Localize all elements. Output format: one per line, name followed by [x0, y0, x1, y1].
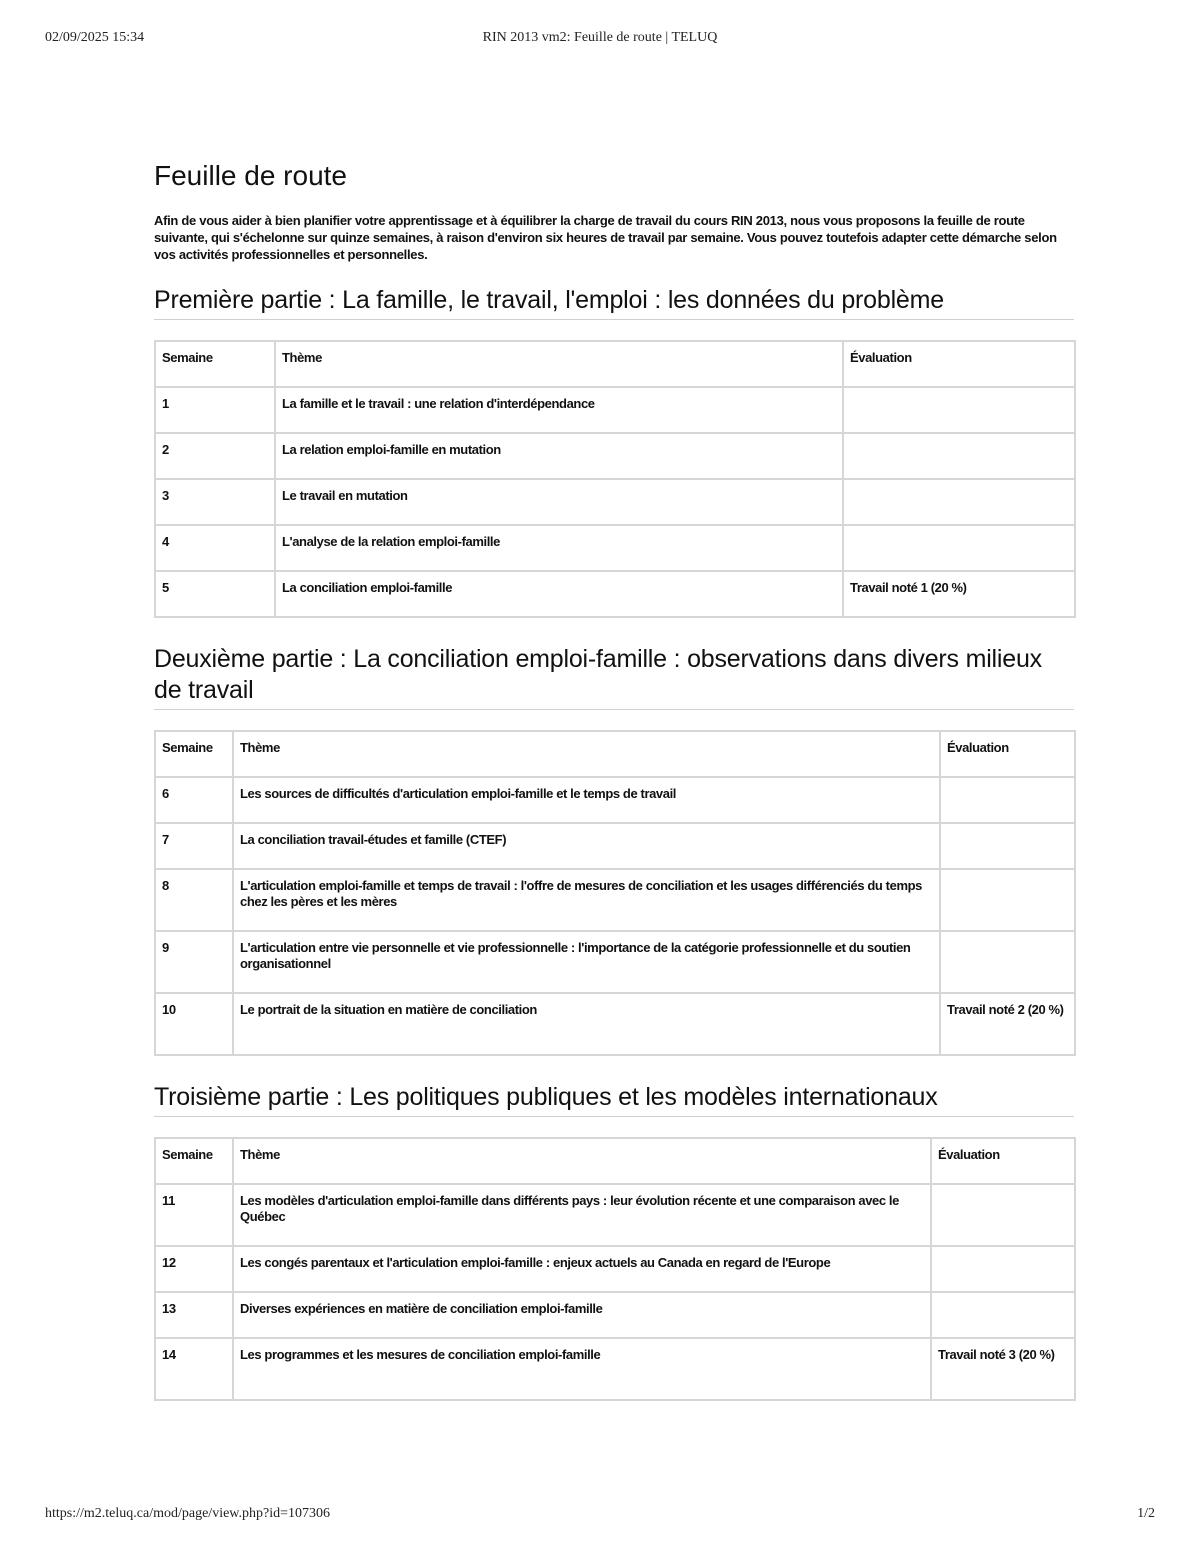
evaluation-cell [843, 525, 1075, 571]
theme-cell: Les congés parentaux et l'articulation emploi-famille : enjeux actuels au Canada en regard de l'Europe [233, 1246, 931, 1292]
evaluation-cell: Travail noté 1 (20 %) [843, 571, 1075, 617]
table-header-row [155, 731, 1075, 777]
week-number: 1 [155, 387, 275, 433]
theme-cell: Le travail en mutation [275, 479, 843, 525]
evaluation-cell [931, 1246, 1075, 1292]
table-row [155, 433, 1075, 479]
table-row [155, 479, 1075, 525]
column-header-week: Semaine [155, 1138, 233, 1184]
table-row [155, 1246, 1075, 1292]
evaluation-cell [940, 869, 1075, 931]
week-number: 4 [155, 525, 275, 571]
theme-cell: La conciliation travail-études et famille (CTEF) [233, 823, 940, 869]
week-number: 12 [155, 1246, 233, 1292]
week-number: 7 [155, 823, 233, 869]
theme-cell: L'articulation entre vie personnelle et vie professionnelle : l'importance de la catégorie professionnelle et du soutien organisationnel [233, 931, 940, 993]
table-row [155, 869, 1075, 931]
column-header-evaluation: Évaluation [940, 731, 1075, 777]
evaluation-cell: Travail noté 3 (20 %) [931, 1338, 1075, 1400]
theme-cell: Le portrait de la situation en matière de conciliation [233, 993, 940, 1055]
table-row [155, 777, 1075, 823]
table-row [155, 931, 1075, 993]
print-page-title: RIN 2013 vm2: Feuille de route | TELUQ [482, 30, 718, 45]
section-title-part-2: Deuxième partie : La conciliation emploi-famille : observations dans divers milieux de travail [154, 644, 1074, 710]
theme-cell: Les sources de difficultés d'articulation emploi-famille et le temps de travail [233, 777, 940, 823]
week-number: 13 [155, 1292, 233, 1338]
table-row [155, 525, 1075, 571]
evaluation-cell: Travail noté 2 (20 %) [940, 993, 1075, 1055]
theme-cell: La relation emploi-famille en mutation [275, 433, 843, 479]
week-number: 14 [155, 1338, 233, 1400]
evaluation-cell [843, 433, 1075, 479]
theme-cell: Diverses expériences en matière de conciliation emploi-famille [233, 1292, 931, 1338]
theme-cell: La conciliation emploi-famille [275, 571, 843, 617]
section-title-part-1: Première partie : La famille, le travail, l'emploi : les données du problème [154, 285, 1074, 320]
evaluation-cell [940, 823, 1075, 869]
table-header-row [155, 341, 1075, 387]
week-number: 6 [155, 777, 233, 823]
table-row [155, 1338, 1075, 1400]
evaluation-cell [931, 1292, 1075, 1338]
column-header-evaluation: Évaluation [843, 341, 1075, 387]
evaluation-cell [843, 387, 1075, 433]
roadmap-table-part-1 [154, 340, 1076, 618]
evaluation-cell [843, 479, 1075, 525]
theme-cell: Les modèles d'articulation emploi-famille dans différents pays : leur évolution récente et une comparaison avec le Québec [233, 1184, 931, 1246]
page-title: Feuille de route [154, 160, 348, 191]
roadmap-table-part-2 [154, 730, 1076, 1056]
roadmap-table-part-3 [154, 1137, 1076, 1401]
theme-cell: Les programmes et les mesures de conciliation emploi-famille [233, 1338, 931, 1400]
print-url: https://m2.teluq.ca/mod/page/view.php?id=107306 [45, 1506, 330, 1521]
intro-paragraph: Afin de vous aider à bien planifier votre apprentissage et à équilibrer la charge de travail du cours RIN 2013, nous vous proposons la feuille de route suivante, qui s'échelonne sur quinze semaines, à raison d'environ six heures de travail par semaine. Vous pouvez toutefois adapter cette démarche selon vos activités professionnelles et personnelles. [154, 213, 1057, 262]
print-footer [45, 1506, 1155, 1526]
week-number: 8 [155, 869, 233, 931]
print-page-number: 1/2 [1137, 1506, 1155, 1521]
main-content [154, 160, 1074, 1427]
print-header [45, 30, 1155, 50]
week-number: 11 [155, 1184, 233, 1246]
theme-cell: L'analyse de la relation emploi-famille [275, 525, 843, 571]
column-header-theme: Thème [275, 341, 843, 387]
table-row [155, 993, 1075, 1055]
print-datetime: 02/09/2025 15:34 [45, 30, 145, 45]
section-title-part-3: Troisième partie : Les politiques publiques et les modèles internationaux [154, 1082, 1074, 1117]
column-header-week: Semaine [155, 731, 233, 777]
evaluation-cell [940, 777, 1075, 823]
evaluation-cell [931, 1184, 1075, 1246]
column-header-week: Semaine [155, 341, 275, 387]
table-row [155, 571, 1075, 617]
column-header-theme: Thème [233, 731, 940, 777]
theme-cell: L'articulation emploi-famille et temps de travail : l'offre de mesures de conciliation et les usages différenciés du temps chez les pères et les mères [233, 869, 940, 931]
week-number: 5 [155, 571, 275, 617]
week-number: 9 [155, 931, 233, 993]
table-row [155, 387, 1075, 433]
week-number: 2 [155, 433, 275, 479]
column-header-theme: Thème [233, 1138, 931, 1184]
table-row [155, 1184, 1075, 1246]
week-number: 10 [155, 993, 233, 1055]
week-number: 3 [155, 479, 275, 525]
table-row [155, 823, 1075, 869]
column-header-evaluation: Évaluation [931, 1138, 1075, 1184]
table-row [155, 1292, 1075, 1338]
table-header-row [155, 1138, 1075, 1184]
evaluation-cell [940, 931, 1075, 993]
theme-cell: La famille et le travail : une relation d'interdépendance [275, 387, 843, 433]
